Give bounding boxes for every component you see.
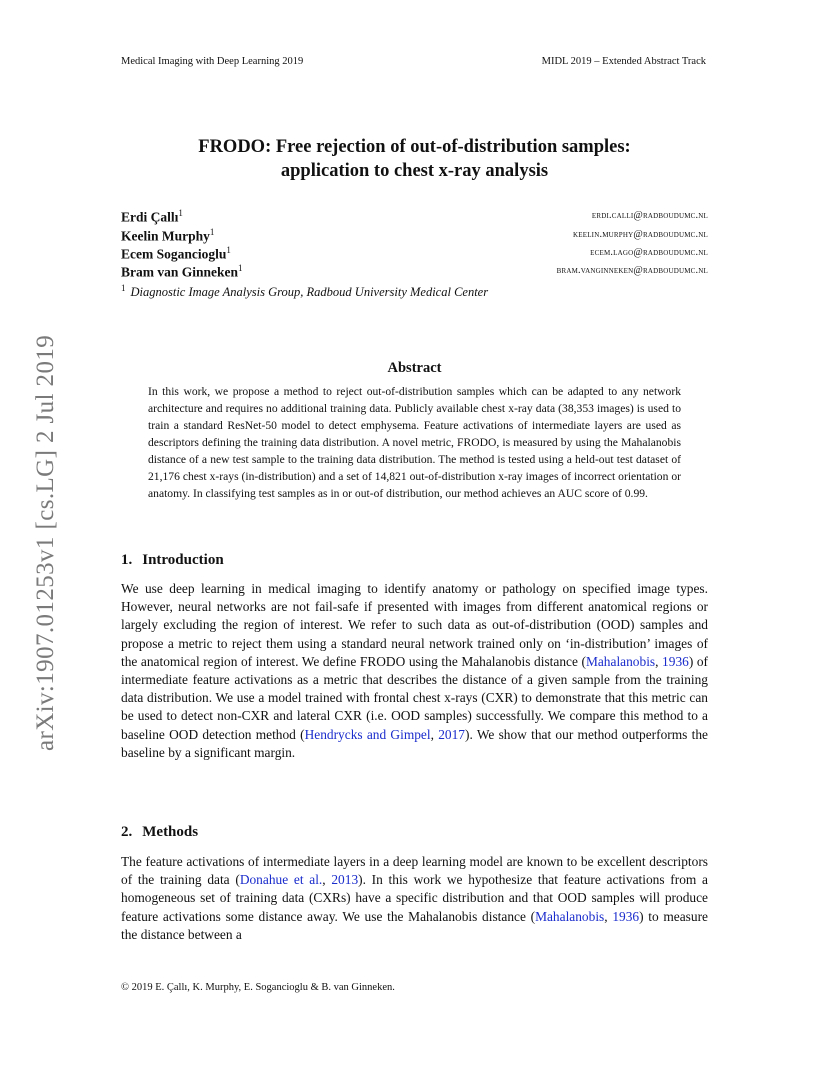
author-email[interactable]: erdi.calli@radboudumc.nl xyxy=(591,210,708,221)
title-line-2: application to chest x-ray analysis xyxy=(280,161,549,181)
title-line-1: FRODO: Free rejection of out-of-distribution samples: xyxy=(198,137,631,157)
citation-year[interactable]: 1936 xyxy=(612,908,640,924)
citation-year[interactable]: 2013 xyxy=(331,872,359,888)
abstract-text: In this work, we propose a method to reject out-of-distribution samples which can be adapted to any network architecture and requires no additional training data. Publicly available chest x-ray data (38,353 images) is used to train a standard ResNet-50 model to detect emphysema. Feature activations of intermediate layers are used as descriptors defining the training data distribution. A novel metric, FRODO, is measured by using the Mahalanobis distance of a new test sample to the training data distribution. The method is tested using a held-out test dataset of 21,176 chest x-rays (in-distribution) and a set of 14,821 out-of-distribution x-ray images of incorrect orientation or anatomy. In classifying test samples as in or out-of distribution, our method achieves an AUC score of 0.99. xyxy=(148,385,681,500)
citation-year[interactable]: 1936 xyxy=(662,653,689,669)
introduction-paragraph: We use deep learning in medical imaging to identify anatomy or pathology on specified image types. However, neural networks are not fail-safe if presented with images from different anatomical regions or largely excluding the region of interest. We refer to such data as out-of-distribution (OOD) samples and propose a metric to reject them using a standard neural network trained only on ‘in-distribution’ images of the anatomical region of interest. We define FRODO using the Mahalanobis distance (Mahalanobis, 1936) of intermediate feature activations as a metric that describes the distance of a given sample from the training data distribution. We use a model trained with frontal chest x-rays (CXR) to demonstrate that this metric can be used to detect non-CXR and lateral CXR (i.e. OOD samples) successfully. We compare this method to a baseline OOD detection method (Hendrycks and Gimpel, 2017). We show that our method outperforms the baseline by a significant margin. xyxy=(121,581,709,760)
author-name: Erdi Çallı$^1$ xyxy=(121,208,183,225)
author-name: Bram van Ginneken$^1$ xyxy=(121,263,243,280)
author-email[interactable]: keelin.murphy@radboudumc.nl xyxy=(573,229,708,240)
arxiv-stamp: arXiv:1907.01253v1 [cs.LG] 2 Jul 2019 xyxy=(32,334,59,751)
running-head-left: Medical Imaging with Deep Learning 2019 xyxy=(121,56,304,67)
abstract-heading: Abstract xyxy=(387,360,442,376)
paper-title xyxy=(121,135,708,183)
author-email[interactable]: bram.vanginneken@radboudumc.nl xyxy=(556,265,708,276)
author-row xyxy=(121,208,708,227)
copyright-notice: © 2019 E. Çallı, K. Murphy, E. Sogancioglu & B. van Ginneken. xyxy=(121,982,395,993)
author-name: Ecem Sogancioglu$^1$ xyxy=(121,245,231,262)
section-heading-introduction: 1. Introduction xyxy=(121,552,224,568)
affiliation: $^1$ Diagnostic Image Analysis Group, Radboud University Medical Center xyxy=(121,283,489,300)
methods-paragraph: The feature activations of intermediate layers in a deep learning model are known to be excellent descriptors of the training data (Donahue et al., 2013). In this work we hypothesize that feature activations from a homogeneous set of training data (CXRs) have a specific distribution and that OOD samples will produce feature activations some distance away. We use the Mahalanobis distance (Mahalanobis, 1936) to measure the distance between a xyxy=(121,854,708,942)
author-row xyxy=(121,245,708,264)
author-row xyxy=(121,263,708,282)
author-email[interactable]: ecem.lago@radboudumc.nl xyxy=(590,247,708,258)
citation-mahalanobis[interactable]: Mahalanobis xyxy=(585,653,656,669)
citation-year[interactable]: 2017 xyxy=(438,726,465,742)
citation-mahalanobis[interactable]: Mahalanobis xyxy=(535,908,605,924)
author-row xyxy=(121,227,708,246)
running-head-right: MIDL 2019 – Extended Abstract Track xyxy=(541,56,706,67)
section-heading-methods: 2. Methods xyxy=(121,824,199,840)
citation-donahue[interactable]: Donahue et al. xyxy=(239,872,323,888)
author-name: Keelin Murphy$^1$ xyxy=(121,227,215,244)
citation-hendrycks-gimpel[interactable]: Hendrycks and Gimpel xyxy=(304,726,431,742)
